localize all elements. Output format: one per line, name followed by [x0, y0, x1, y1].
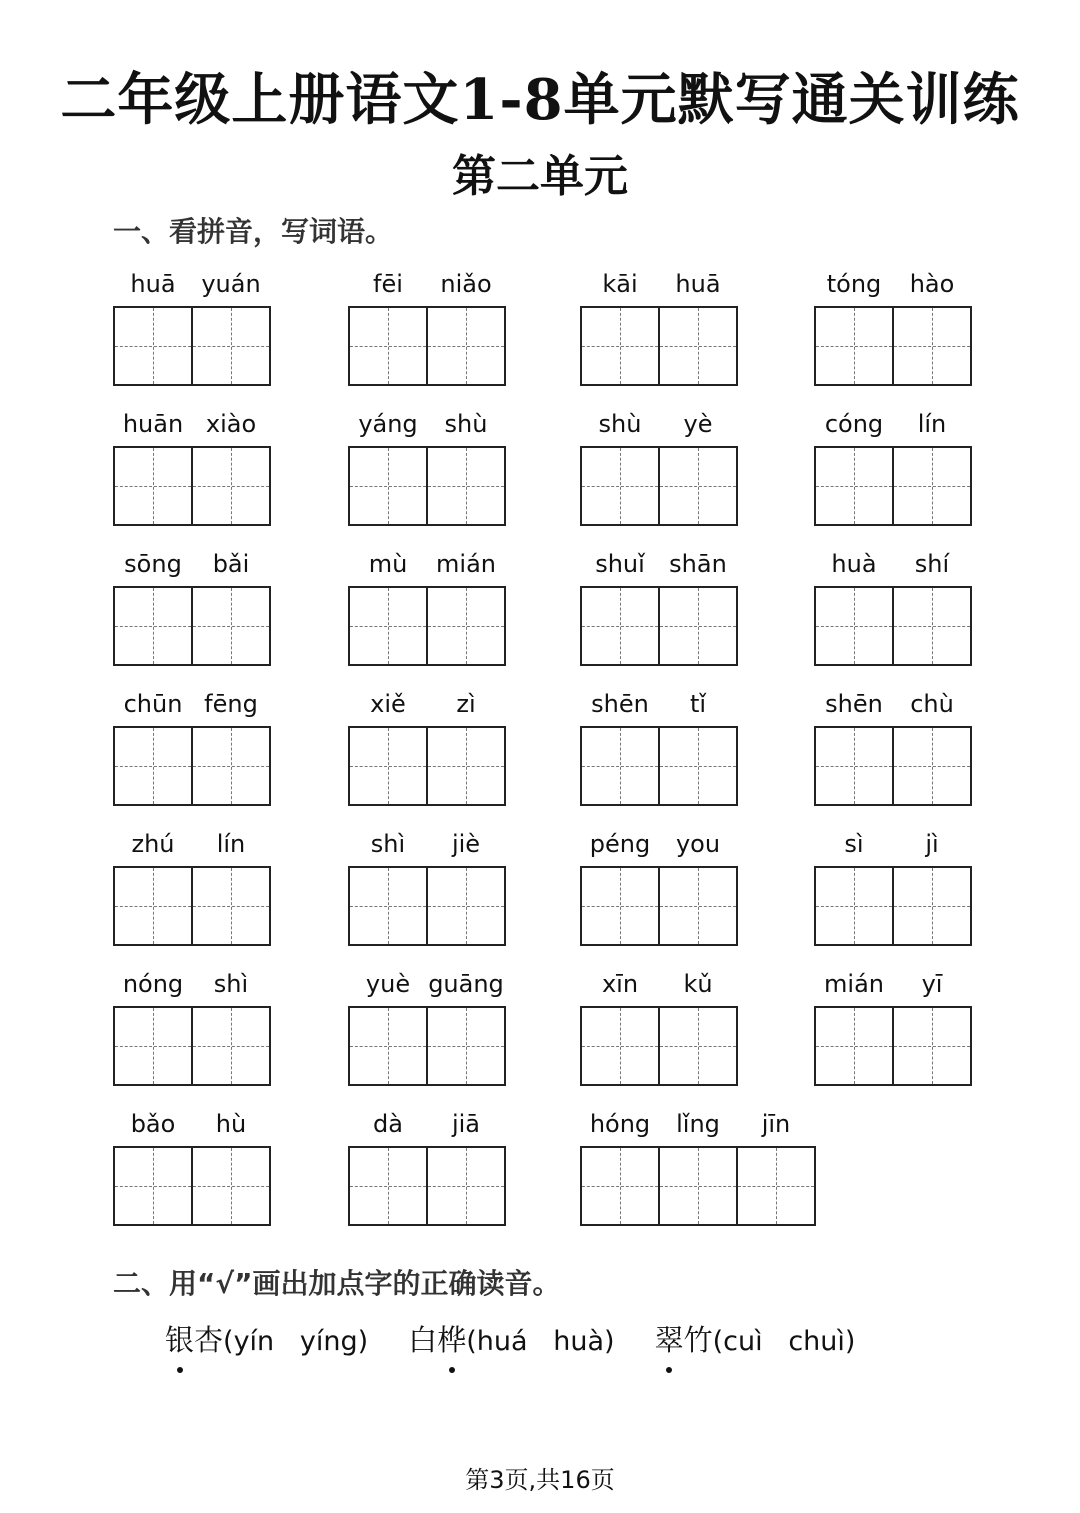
writing-box[interactable] [428, 1148, 504, 1224]
dotted-character: 翠 [655, 1318, 684, 1359]
writing-box[interactable] [816, 868, 894, 944]
writing-box[interactable] [582, 588, 660, 664]
dotted-word [165, 1318, 223, 1359]
pinyin-syllable: tóng [826, 270, 882, 298]
character: 杏 [194, 1323, 224, 1357]
pinyin-syllable: mián [824, 970, 884, 998]
writing-box[interactable] [350, 308, 428, 384]
dotted-character: 银 [165, 1318, 194, 1359]
character-boxes [113, 866, 271, 946]
writing-box[interactable] [582, 1148, 660, 1224]
reading-choice-item [165, 1318, 368, 1359]
pinyin-syllable: shí [914, 550, 950, 578]
pinyin-syllable: chūn [123, 690, 183, 718]
writing-box[interactable] [193, 1148, 269, 1224]
writing-box[interactable] [660, 588, 736, 664]
writing-box[interactable] [816, 448, 894, 524]
writing-box[interactable] [582, 308, 660, 384]
dotted-character: 桦 [437, 1318, 466, 1359]
dotted-word [408, 1318, 466, 1359]
pinyin-syllable: huā [675, 270, 721, 298]
character-boxes [348, 866, 506, 946]
writing-box[interactable] [738, 1148, 814, 1224]
pinyin-syllable: xiě [370, 690, 406, 718]
character-boxes [580, 1006, 738, 1086]
page-title: 二年级上册语文1-8单元默写通关训练 [60, 67, 1020, 133]
writing-box[interactable] [894, 588, 970, 664]
writing-box[interactable] [582, 1008, 660, 1084]
character-boxes [580, 866, 738, 946]
writing-box[interactable] [115, 448, 193, 524]
writing-box[interactable] [660, 1148, 738, 1224]
writing-box[interactable] [894, 728, 970, 804]
writing-box[interactable] [428, 1008, 504, 1084]
reading-choice-item [655, 1318, 856, 1359]
writing-box[interactable] [582, 728, 660, 804]
writing-box[interactable] [115, 868, 193, 944]
writing-box[interactable] [350, 1008, 428, 1084]
writing-box[interactable] [660, 868, 736, 944]
pinyin-syllable: shù [444, 410, 488, 438]
pinyin-syllable: bǎo [130, 1110, 176, 1138]
pinyin-syllable: jiā [451, 1110, 481, 1138]
character-boxes [113, 586, 271, 666]
writing-box[interactable] [350, 1148, 428, 1224]
writing-box[interactable] [816, 308, 894, 384]
pinyin-syllable: tǐ [689, 690, 707, 718]
pinyin-syllable: lǐng [676, 1110, 720, 1138]
pinyin-syllable: hóng [589, 1110, 651, 1138]
pinyin-syllable: shēn [825, 690, 883, 718]
pinyin-syllable: fēi [373, 270, 403, 298]
reading-choice-item [408, 1318, 614, 1359]
pinyin-syllable: sōng [124, 550, 182, 578]
writing-box[interactable] [428, 308, 504, 384]
writing-box[interactable] [350, 448, 428, 524]
character-boxes [113, 726, 271, 806]
pinyin-syllable: dà [373, 1110, 403, 1138]
pinyin-syllable: zhú [131, 830, 175, 858]
dotted-word [655, 1318, 713, 1359]
character: 白 [408, 1323, 438, 1357]
writing-box[interactable] [660, 728, 736, 804]
pinyin-syllable: bǎi [212, 550, 250, 578]
character-boxes [348, 1146, 506, 1226]
pinyin-syllable: hào [909, 270, 955, 298]
writing-box[interactable] [193, 448, 269, 524]
writing-box[interactable] [582, 868, 660, 944]
pinyin-syllable: jì [925, 830, 939, 858]
character-boxes [814, 866, 972, 946]
pinyin-syllable: shì [370, 830, 406, 858]
pinyin-syllable: kǔ [683, 970, 713, 998]
writing-box[interactable] [894, 448, 970, 524]
character-boxes [814, 446, 972, 526]
pinyin-syllable: nóng [122, 970, 184, 998]
writing-box[interactable] [428, 868, 504, 944]
character: 竹 [683, 1323, 713, 1357]
writing-box[interactable] [582, 448, 660, 524]
character-boxes [814, 306, 972, 386]
pinyin-syllable: mián [436, 550, 496, 578]
character-boxes [113, 306, 271, 386]
section2-heading: 二、用“√”画出加点字的正确读音。 [113, 1267, 561, 1300]
character-boxes [113, 1006, 271, 1086]
writing-box[interactable] [115, 1008, 193, 1084]
character-boxes [348, 306, 506, 386]
writing-box[interactable] [193, 868, 269, 944]
writing-box[interactable] [660, 1008, 736, 1084]
character-boxes [814, 586, 972, 666]
writing-box[interactable] [350, 588, 428, 664]
pinyin-syllable: yáng [358, 410, 418, 438]
page-number: 第3页,共16页 [465, 1466, 615, 1494]
writing-box[interactable] [660, 448, 736, 524]
writing-box[interactable] [816, 728, 894, 804]
writing-box[interactable] [660, 308, 736, 384]
character-boxes [113, 446, 271, 526]
pinyin-syllable: mù [368, 550, 408, 578]
writing-box[interactable] [193, 308, 269, 384]
writing-box[interactable] [350, 728, 428, 804]
pinyin-syllable: shì [213, 970, 249, 998]
pinyin-syllable: guāng [428, 970, 504, 998]
character-boxes [113, 1146, 271, 1226]
pinyin-syllable: péng [589, 830, 651, 858]
pinyin-syllable: yuán [201, 270, 261, 298]
character-boxes [580, 306, 738, 386]
pinyin-syllable: chù [910, 690, 954, 718]
pinyin-syllable: jiè [451, 830, 481, 858]
pinyin-syllable: yuè [365, 970, 411, 998]
pinyin-syllable: kāi [602, 270, 638, 298]
character-boxes [348, 586, 506, 666]
writing-box[interactable] [894, 868, 970, 944]
reading-choice-row [165, 1318, 855, 1359]
reading-options[interactable]: (huá huà) [466, 1326, 615, 1357]
writing-box[interactable] [115, 588, 193, 664]
pinyin-syllable: lín [917, 410, 947, 438]
pinyin-syllable: huà [831, 550, 877, 578]
character-boxes [580, 586, 738, 666]
pinyin-syllable: shuǐ [595, 550, 645, 578]
writing-box[interactable] [816, 588, 894, 664]
pinyin-syllable: yī [921, 970, 943, 998]
pinyin-syllable: huā [130, 270, 176, 298]
writing-box[interactable] [193, 728, 269, 804]
pinyin-syllable: shēn [591, 690, 649, 718]
pinyin-syllable: you [675, 830, 721, 858]
writing-box[interactable] [428, 588, 504, 664]
writing-box[interactable] [428, 448, 504, 524]
character-boxes [348, 446, 506, 526]
reading-options[interactable]: (cuì chuì) [712, 1326, 856, 1357]
pinyin-syllable: shān [669, 550, 727, 578]
writing-box[interactable] [350, 868, 428, 944]
pinyin-syllable: cóng [824, 410, 884, 438]
unit-subtitle: 第二单元 [452, 151, 628, 202]
pinyin-syllable: xiào [205, 410, 257, 438]
writing-box[interactable] [894, 308, 970, 384]
writing-box[interactable] [428, 728, 504, 804]
pinyin-syllable: huān [122, 410, 184, 438]
writing-box[interactable] [193, 588, 269, 664]
character-boxes [348, 726, 506, 806]
reading-options[interactable]: (yín yíng) [223, 1326, 369, 1357]
writing-box[interactable] [894, 1008, 970, 1084]
pinyin-syllable: jīn [761, 1110, 791, 1138]
writing-box[interactable] [115, 728, 193, 804]
pinyin-syllable: xīn [601, 970, 639, 998]
pinyin-syllable: hù [215, 1110, 247, 1138]
writing-box[interactable] [816, 1008, 894, 1084]
character-boxes [580, 446, 738, 526]
pinyin-syllable: fēng [204, 690, 258, 718]
character-boxes [580, 726, 738, 806]
writing-box[interactable] [115, 1148, 193, 1224]
writing-box[interactable] [115, 308, 193, 384]
character-boxes [348, 1006, 506, 1086]
character-boxes [814, 726, 972, 806]
pinyin-syllable: yè [683, 410, 713, 438]
section1-heading: 一、看拼音，写词语。 [113, 215, 394, 248]
pinyin-syllable: niǎo [440, 270, 492, 298]
character-boxes [580, 1146, 816, 1226]
pinyin-syllable: shù [598, 410, 642, 438]
character-boxes [814, 1006, 972, 1086]
pinyin-syllable: lín [216, 830, 246, 858]
pinyin-syllable: sì [844, 830, 864, 858]
pinyin-syllable: zì [456, 690, 476, 718]
writing-box[interactable] [193, 1008, 269, 1084]
